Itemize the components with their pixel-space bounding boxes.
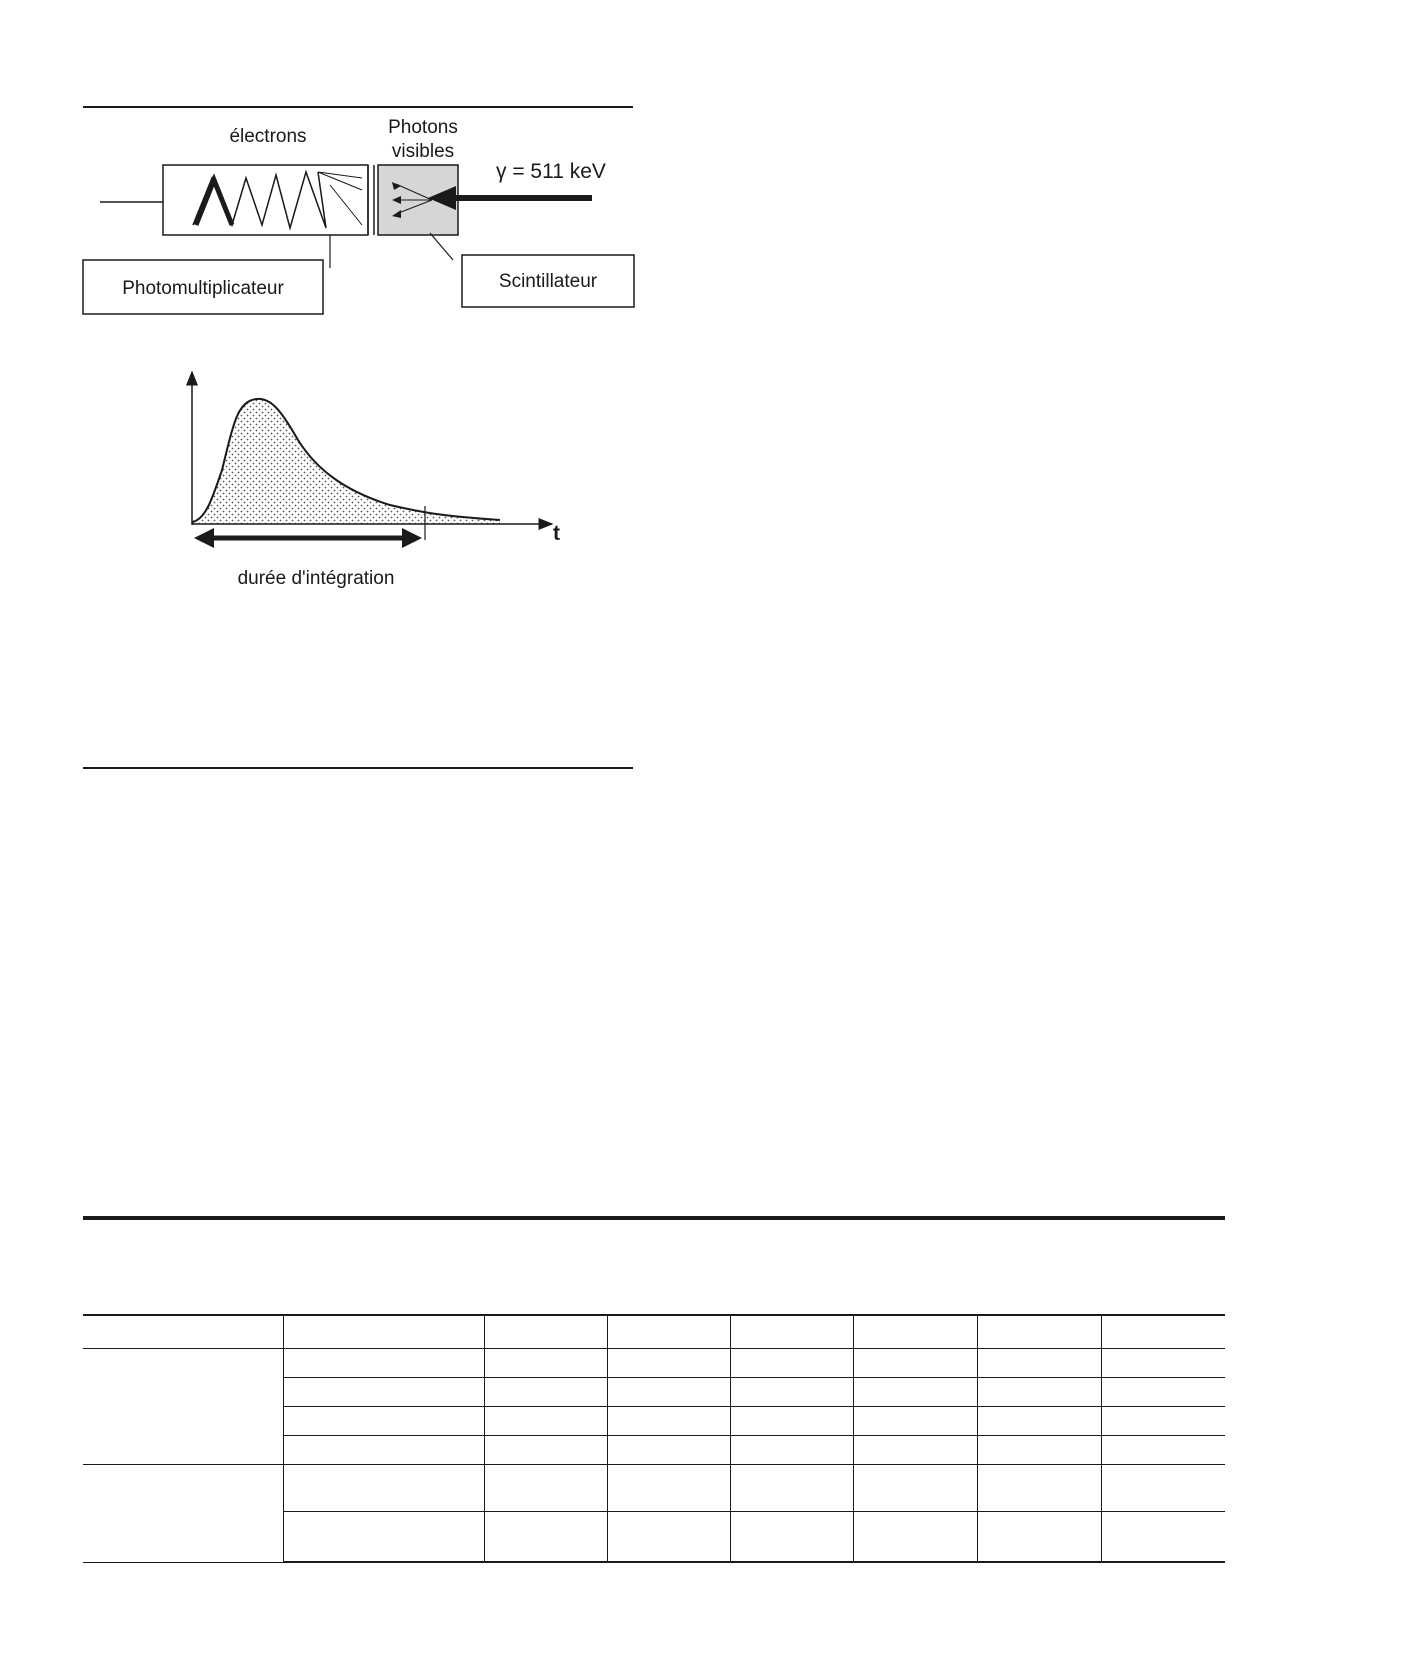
table-header-cell — [853, 1315, 977, 1348]
detector-diagram — [0, 0, 700, 620]
table-cell — [853, 1348, 977, 1377]
table-cell — [283, 1348, 484, 1377]
photons-label-line1: Photons — [388, 117, 458, 138]
gamma-energy-label: γ = 511 keV — [496, 160, 606, 183]
table-header-cell — [283, 1315, 484, 1348]
scintillator-crystal — [378, 165, 458, 260]
table-cell — [484, 1406, 607, 1435]
table-cell — [730, 1464, 853, 1511]
table-cell — [283, 1406, 484, 1435]
table-header-cell — [1101, 1315, 1225, 1348]
table-cell — [484, 1377, 607, 1406]
table-section-rule — [83, 1216, 1225, 1220]
table-cell — [484, 1435, 607, 1464]
pulse-plot — [192, 372, 560, 589]
table-cell — [853, 1435, 977, 1464]
table-cell — [1101, 1348, 1225, 1377]
table-cell — [607, 1348, 730, 1377]
table-cell — [977, 1377, 1101, 1406]
table-group-cell — [83, 1464, 283, 1562]
table-row — [83, 1348, 1225, 1377]
table-header-row — [83, 1315, 1225, 1348]
table-cell — [730, 1435, 853, 1464]
integration-arrowhead-right — [402, 528, 422, 548]
table-cell — [484, 1511, 607, 1562]
table-cell — [484, 1348, 607, 1377]
table-row — [83, 1464, 1225, 1511]
table-cell — [853, 1511, 977, 1562]
table-cell — [283, 1435, 484, 1464]
table-header-cell — [730, 1315, 853, 1348]
table-header-cell — [977, 1315, 1101, 1348]
table-cell — [977, 1464, 1101, 1511]
scintillator-label: Scintillateur — [498, 271, 598, 292]
photomultiplier-tube — [100, 165, 374, 268]
table-header-cell — [484, 1315, 607, 1348]
integration-arrowhead-left — [194, 528, 214, 548]
table-cell — [853, 1464, 977, 1511]
figure-bottom-rule — [83, 767, 633, 769]
table-cell — [977, 1435, 1101, 1464]
table-cell — [730, 1406, 853, 1435]
table-group-cell — [83, 1348, 283, 1464]
table-cell — [730, 1348, 853, 1377]
photomultiplier-label: Photomultiplicateur — [122, 278, 284, 299]
integration-duration-label: durée d'intégration — [237, 568, 395, 589]
table-cell — [283, 1511, 484, 1562]
dynode-line — [330, 185, 362, 225]
table-cell — [977, 1406, 1101, 1435]
table-cell — [977, 1348, 1101, 1377]
table-cell — [1101, 1406, 1225, 1435]
table-cell — [283, 1464, 484, 1511]
table-cell — [484, 1464, 607, 1511]
electrons-label: électrons — [229, 126, 307, 147]
table-cell — [607, 1511, 730, 1562]
table-cell — [1101, 1464, 1225, 1511]
table-cell — [607, 1406, 730, 1435]
pulse-area — [192, 399, 500, 524]
data-table — [83, 1314, 1225, 1563]
table-cell — [853, 1377, 977, 1406]
table-header-cell — [607, 1315, 730, 1348]
table-cell — [607, 1435, 730, 1464]
table-cell — [607, 1464, 730, 1511]
table-cell — [730, 1511, 853, 1562]
photons-label-line2: visibles — [391, 141, 455, 162]
table-cell — [1101, 1511, 1225, 1562]
table-cell — [283, 1377, 484, 1406]
table-cell — [607, 1377, 730, 1406]
table-cell — [853, 1406, 977, 1435]
table-cell — [977, 1511, 1101, 1562]
table-cell — [1101, 1435, 1225, 1464]
table-cell — [1101, 1377, 1225, 1406]
scintillator-leader — [430, 233, 453, 260]
table-cell — [730, 1377, 853, 1406]
table-header-cell — [83, 1315, 283, 1348]
time-axis-label: t — [553, 522, 560, 545]
